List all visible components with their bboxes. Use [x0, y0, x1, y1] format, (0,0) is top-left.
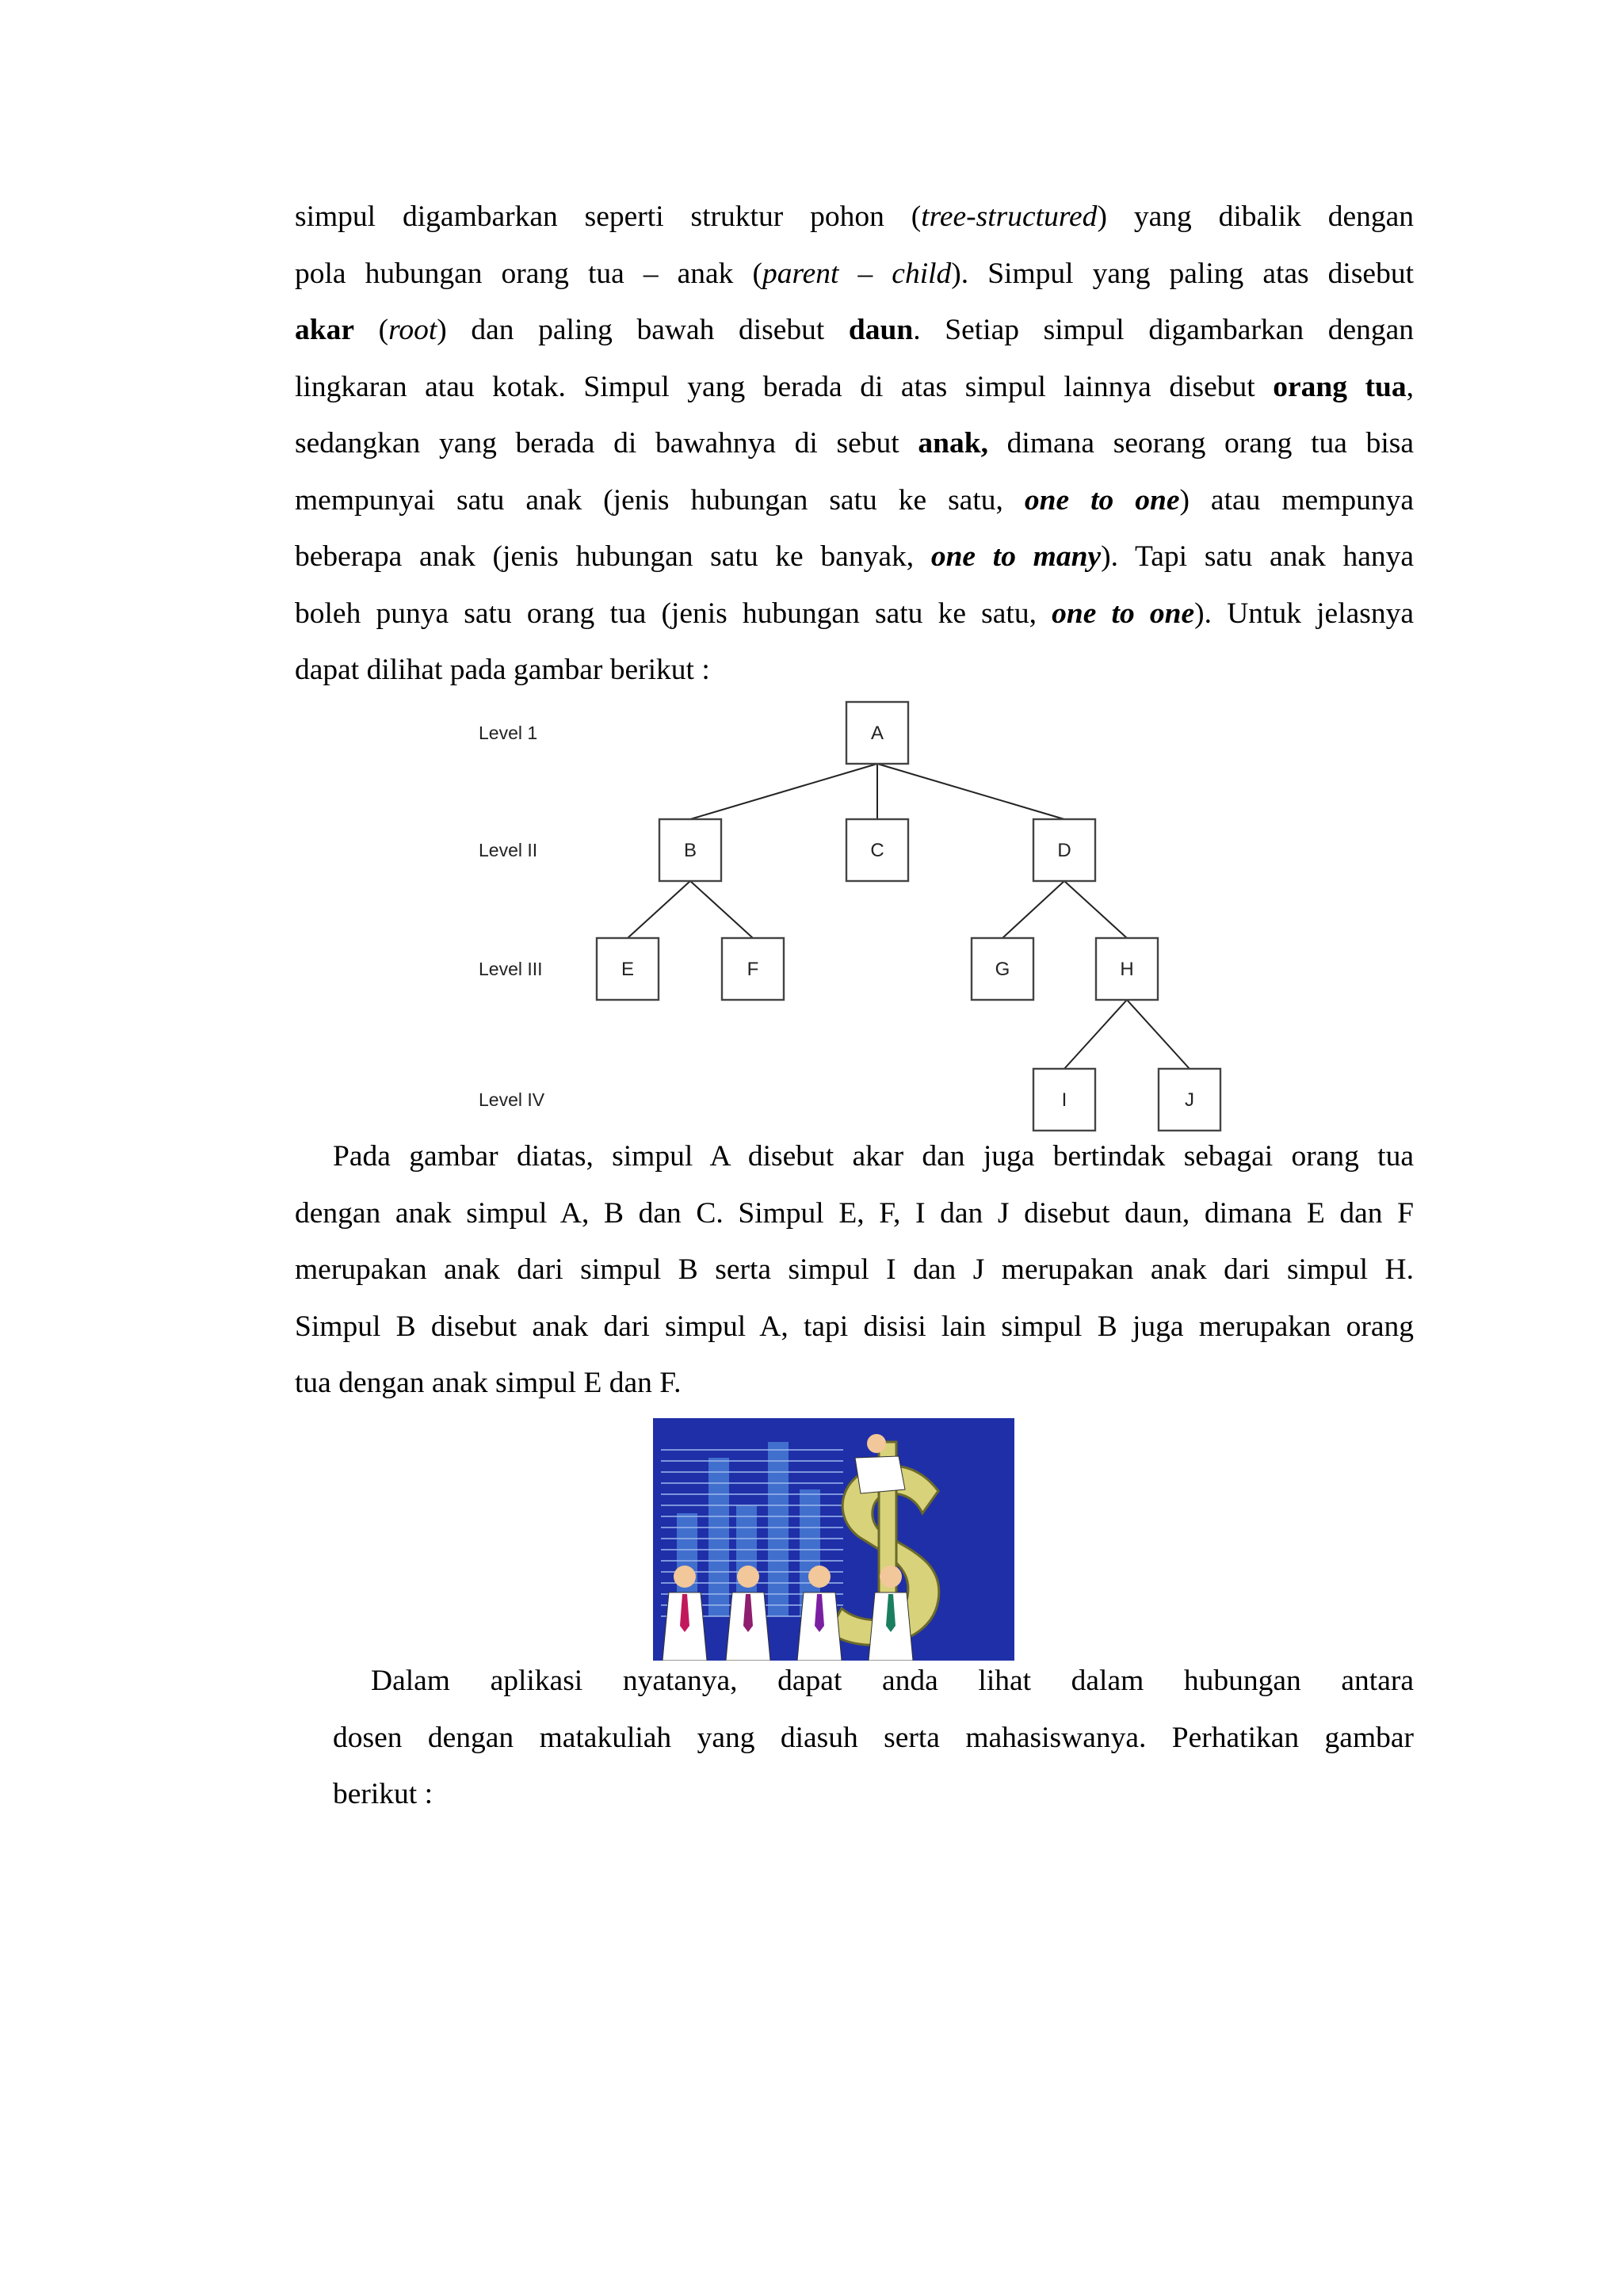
business-clipart: [653, 1418, 1014, 1661]
italic-term: tree-structured: [921, 200, 1098, 233]
text-run: sedangkan yang berada di bawahnya di sebut: [295, 427, 918, 460]
bold-term: anak,: [918, 427, 988, 460]
bold-term: one to one: [1024, 483, 1180, 517]
bold-term: orang tua: [1273, 370, 1407, 403]
bold-term: one to many: [930, 540, 1102, 573]
paragraph-2-line: Simpul B disebut anak dari simpul A, tapi disisi lain simpul B juga merupakan orang: [295, 1310, 1414, 1343]
tree-node-F: [722, 938, 784, 1000]
paragraph-2-line: Pada gambar diatas, simpul A disebut akar dan juga bertindak sebagai orang tua: [333, 1140, 1414, 1173]
text-run: . Setiap simpul digambarkan dengan: [913, 314, 1414, 346]
level-label: Level III: [479, 959, 543, 979]
tree-edge-B-E: [628, 881, 690, 938]
svg-text:C: C: [870, 840, 884, 861]
tree-edge-H-J: [1127, 1000, 1190, 1069]
tree-diagram: [460, 697, 1442, 1133]
paragraph-3: [333, 1653, 1414, 1823]
text-run: ) dan paling bawah disebut: [437, 314, 849, 346]
text-run: dimana seorang orang tua bisa: [987, 427, 1414, 460]
text-run: ,: [1406, 370, 1414, 403]
paragraph-1-line: [295, 302, 1414, 359]
svg-text:E: E: [621, 959, 635, 980]
level-label: Level II: [479, 840, 538, 860]
tree-node-J: [1159, 1069, 1220, 1131]
tree-edge-D-G: [1002, 881, 1064, 938]
text-run: ) yang dibalik dengan: [1097, 200, 1414, 233]
text-run: pola hubungan orang tua – anak (: [295, 257, 762, 290]
tree-edge-A-B: [690, 764, 877, 819]
svg-text:A: A: [870, 723, 884, 744]
paragraph-2-line: dengan anak simpul A, B dan C. Simpul E, F, I dan J disebut daun, dimana E dan F: [295, 1196, 1414, 1230]
svg-text:F: F: [747, 959, 759, 980]
svg-text:I: I: [1061, 1089, 1067, 1111]
paragraph-1-line: [295, 642, 1414, 699]
tree-node-E: [597, 938, 659, 1000]
paragraph-1-line: [295, 472, 1414, 529]
text-run: ) atau mempunya: [1179, 483, 1414, 517]
tree-node-D: [1033, 819, 1095, 881]
tree-edge-H-I: [1064, 1000, 1127, 1069]
paragraph-3-line: dosen dengan matakuliah yang diasuh serta mahasiswanya. Perhatikan gambar: [333, 1721, 1414, 1754]
italic-term: parent – child: [762, 257, 952, 290]
bold-term: daun: [848, 314, 914, 346]
text-run: (: [354, 314, 389, 346]
text-run: ). Untuk jelasnya: [1194, 597, 1414, 630]
text-run: beberapa anak (jenis hubungan satu ke banyak,: [295, 540, 931, 573]
text-run: simpul digambarkan seperti struktur pohon (: [295, 200, 922, 233]
svg-text:D: D: [1057, 840, 1071, 861]
tree-node-C: [846, 819, 908, 881]
svg-text:B: B: [683, 840, 697, 861]
paragraph-3-line: berikut :: [333, 1778, 433, 1810]
tree-node-G: [972, 938, 1033, 1000]
paragraph-1-line: [295, 415, 1414, 472]
paragraph-1: [295, 189, 1414, 699]
paragraph-1-line: [295, 585, 1414, 643]
paragraph-1-line: [295, 528, 1414, 585]
tree-node-B: [659, 819, 721, 881]
paragraph-2: [295, 1128, 1414, 1412]
text-run: dapat dilihat pada gambar berikut :: [295, 654, 710, 686]
paragraph-3-line: Dalam aplikasi nyatanya, dapat anda lihat dalam hubungan antara: [371, 1665, 1414, 1697]
svg-text:J: J: [1185, 1089, 1194, 1111]
tree-node-A: [846, 702, 908, 764]
paragraph-2-line: merupakan anak dari simpul B serta simpul I dan J merupakan anak dari simpul H.: [295, 1253, 1414, 1286]
paragraph-1-line: [295, 189, 1414, 246]
text-run: ). Tapi satu anak hanya: [1101, 540, 1414, 573]
paragraph-1-line: [295, 359, 1414, 416]
tree-edge-D-H: [1064, 881, 1127, 938]
svg-text:H: H: [1120, 959, 1134, 980]
paragraph-1-line: [295, 246, 1414, 303]
text-run: mempunyai satu anak (jenis hubungan satu ke satu,: [295, 483, 1025, 517]
tree-node-I: [1033, 1069, 1095, 1131]
text-run: ). Simpul yang paling atas disebut: [951, 257, 1414, 290]
tree-edge-A-D: [877, 764, 1064, 819]
level-label: Level IV: [479, 1089, 545, 1110]
tree-edge-B-F: [690, 881, 753, 938]
text-run: boleh punya satu orang tua (jenis hubungan satu ke satu,: [295, 597, 1052, 630]
level-label: Level 1: [479, 723, 538, 743]
svg-text:G: G: [995, 959, 1010, 980]
italic-term: root: [388, 314, 437, 346]
paragraph-2-line: tua dengan anak simpul E dan F.: [295, 1367, 682, 1399]
bold-term: akar: [295, 314, 354, 346]
bold-term: one to one: [1052, 597, 1195, 630]
text-run: lingkaran atau kotak. Simpul yang berada di atas simpul lainnya disebut: [295, 370, 1274, 403]
tree-node-H: [1096, 938, 1158, 1000]
